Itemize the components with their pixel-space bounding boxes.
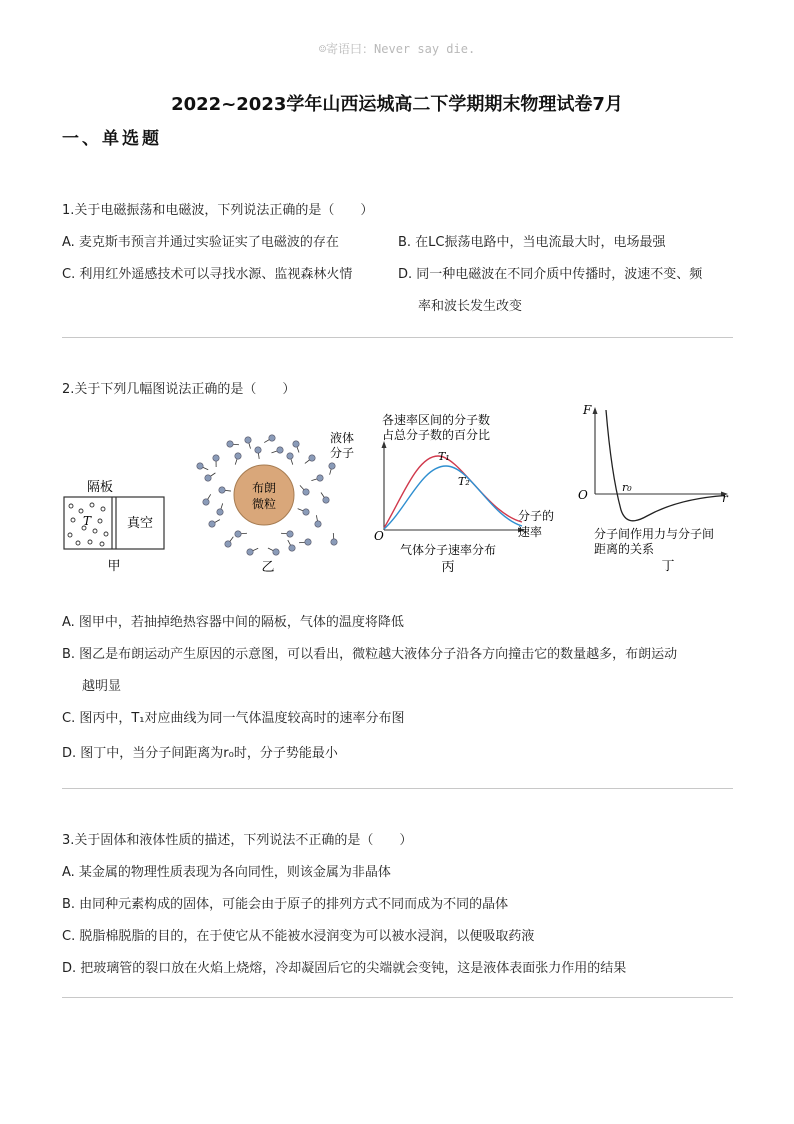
liquid-molecule bbox=[329, 463, 335, 469]
figure-ding bbox=[575, 398, 745, 578]
liquid-molecule bbox=[205, 475, 211, 481]
liquid-molecule bbox=[315, 521, 321, 527]
q3-option-b: B. 由同种元素构成的固体，可能会由于原子的排列方式不同而成为不同的晶体 bbox=[62, 897, 509, 912]
bing-ylabel-2: 占总分子数的百分比 bbox=[382, 428, 491, 442]
liquid-molecule bbox=[219, 487, 225, 493]
liquid-molecule bbox=[305, 539, 311, 545]
liquid-molecule bbox=[323, 497, 329, 503]
liquid-molecule bbox=[197, 463, 203, 469]
liquid-molecule bbox=[247, 549, 253, 555]
figure-yi bbox=[192, 426, 372, 576]
q1-option-d-cont: 率和波长发生改变 bbox=[418, 299, 523, 314]
liquid-molecule bbox=[209, 521, 215, 527]
curve-t2 bbox=[384, 466, 522, 529]
q3-stem: 3.关于固体和液体性质的描述，下列说法不正确的是（ ） bbox=[62, 833, 413, 848]
temperature-label: T bbox=[82, 514, 92, 528]
liquid-molecule bbox=[287, 453, 293, 459]
liquid-label-2: 分子 bbox=[329, 446, 355, 460]
q3-option-d: D. 把玻璃管的裂口放在火焰上烧熔，冷却凝固后它的尖端就会变钝，这是液体表面张力作用的结果 bbox=[62, 961, 627, 976]
liquid-label-1: 液体 bbox=[329, 431, 355, 445]
liquid-molecule bbox=[287, 531, 293, 537]
divider bbox=[62, 337, 733, 338]
liquid-molecule bbox=[303, 489, 309, 495]
caption-yi: 乙 bbox=[261, 560, 275, 575]
liquid-molecule bbox=[235, 531, 241, 537]
q1-option-a: A. 麦克斯韦预言并通过实验证实了电磁波的存在 bbox=[62, 235, 339, 250]
liquid-molecule bbox=[277, 447, 283, 453]
liquid-molecule bbox=[227, 441, 233, 447]
q1-option-d: D. 同一种电磁波在不同介质中传播时，波速不变、频 bbox=[398, 267, 703, 282]
q3-option-c: C. 脱脂棉脱脂的目的，在于使它从不能被水浸润变为可以被水浸润，以便吸取药液 bbox=[62, 929, 535, 944]
liquid-molecule bbox=[331, 539, 337, 545]
ding-r0-label: r₀ bbox=[622, 481, 632, 494]
divider bbox=[62, 788, 733, 789]
ding-y-arrow bbox=[593, 407, 598, 414]
q2-stem: 2.关于下列几幅图说法正确的是（ ） bbox=[62, 382, 296, 397]
liquid-molecule bbox=[309, 455, 315, 461]
liquid-molecule bbox=[213, 455, 219, 461]
q3-option-a: A. 某金属的物理性质表现为各向同性，则该金属为非晶体 bbox=[62, 865, 391, 880]
bing-xlabel-2: 速率 bbox=[518, 525, 543, 539]
label-t2: T₂ bbox=[458, 475, 470, 488]
section-title: 一、单选题 bbox=[62, 129, 162, 149]
label-t1: T₁ bbox=[438, 450, 450, 463]
liquid-molecule bbox=[293, 441, 299, 447]
bing-xlabel-1: 分子的 bbox=[518, 509, 555, 523]
q2-option-a: A. 图甲中，若抽掉绝热容器中间的隔板，气体的温度将降低 bbox=[62, 615, 404, 630]
caption-ding: 丁 bbox=[661, 559, 675, 574]
particle-label-2: 微粒 bbox=[251, 497, 277, 511]
liquid-molecule bbox=[255, 447, 261, 453]
liquid-molecule bbox=[203, 499, 209, 505]
liquid-molecule bbox=[225, 541, 231, 547]
ding-caption-1: 分子间作用力与分子间 bbox=[594, 527, 715, 541]
liquid-molecule bbox=[217, 509, 223, 515]
partition-label: 隔板 bbox=[86, 480, 114, 495]
caption-jia: 甲 bbox=[107, 559, 121, 574]
q2-option-b: B. 图乙是布朗运动产生原因的示意图，可以看出，微粒越大液体分子沿各方向撞击它的数量越多，布朗运动 bbox=[62, 647, 678, 662]
force-curve bbox=[606, 410, 725, 521]
brownian-particle bbox=[234, 465, 294, 525]
bing-caption-title: 气体分子速率分布 bbox=[399, 543, 497, 557]
caption-bing: 丙 bbox=[441, 560, 455, 575]
particle-label-1: 布朗 bbox=[251, 481, 277, 495]
q1-option-c: C. 利用红外遥感技术可以寻找水源、监视森林火情 bbox=[62, 267, 353, 282]
q1-option-b: B. 在LC振荡电路中，当电流最大时，电场最强 bbox=[398, 235, 666, 250]
liquid-molecule bbox=[289, 545, 295, 551]
figure-jia bbox=[60, 478, 172, 574]
watermark: ☺寄语曰：Never say die. bbox=[318, 42, 476, 56]
ding-r-label: r bbox=[722, 491, 728, 505]
ding-origin: O bbox=[578, 488, 588, 502]
liquid-molecule bbox=[273, 549, 279, 555]
liquid-molecule bbox=[269, 435, 275, 441]
vacuum-label: 真空 bbox=[126, 516, 154, 531]
q2-option-b-cont: 越明显 bbox=[82, 679, 122, 694]
bing-y-arrow bbox=[382, 441, 387, 448]
bing-ylabel-1: 各速率区间的分子数 bbox=[382, 413, 491, 427]
liquid-molecule bbox=[303, 509, 309, 515]
ding-f-label: F bbox=[583, 403, 592, 417]
figure-bing bbox=[372, 408, 568, 578]
q1-stem: 1.关于电磁振荡和电磁波，下列说法正确的是（ ） bbox=[62, 203, 374, 218]
liquid-molecule bbox=[245, 437, 251, 443]
liquid-molecule bbox=[317, 475, 323, 481]
q2-option-c: C. 图丙中，T₁对应曲线为同一气体温度较高时的速率分布图 bbox=[62, 711, 405, 726]
q2-option-d: D. 图丁中，当分子间距离为r₀时，分子势能最小 bbox=[62, 746, 338, 761]
liquid-molecule bbox=[235, 453, 241, 459]
divider bbox=[62, 997, 733, 998]
bing-origin: O bbox=[374, 529, 384, 543]
page-title: 2022~2023学年山西运城高二下学期期末物理试卷7月 bbox=[171, 94, 623, 115]
ding-caption-2: 距离的关系 bbox=[594, 542, 655, 556]
